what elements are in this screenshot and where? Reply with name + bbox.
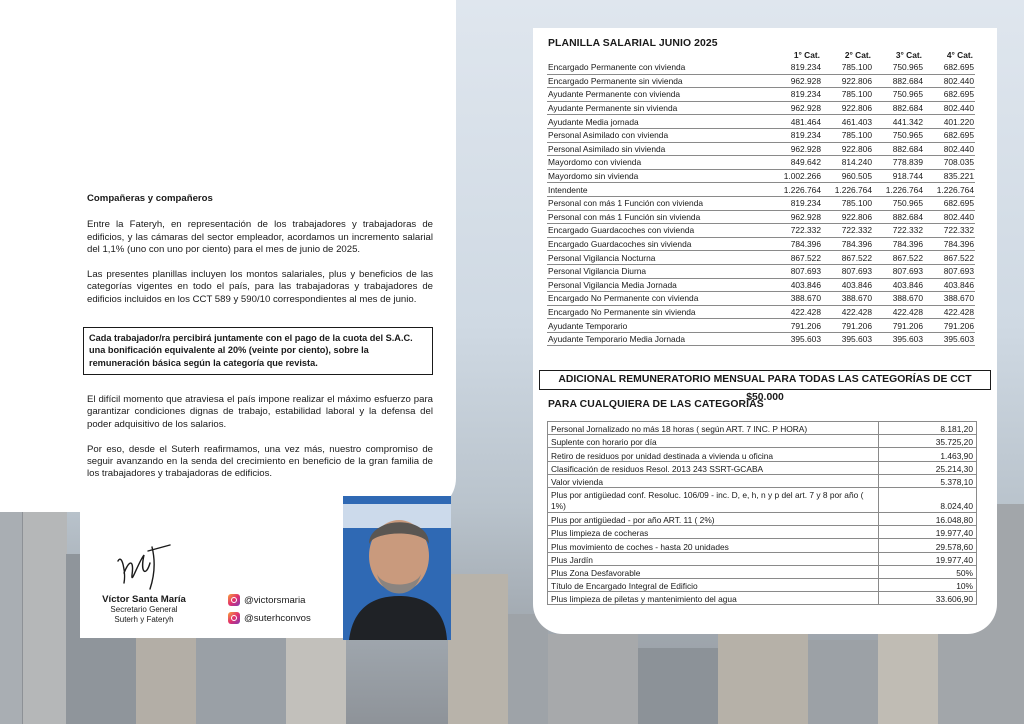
additional-table-title: PARA CUALQUIERA DE LAS CATEGORÍAS (548, 399, 764, 410)
row-value-cat-2: 922.806 (822, 74, 873, 88)
row-value-cat-3: 750.965 (873, 61, 924, 74)
row-value-cat-2: 461.403 (822, 115, 873, 129)
table-row (548, 448, 977, 461)
additional-value: 50% (879, 565, 977, 578)
row-value-cat-1: 962.928 (771, 74, 822, 88)
building (508, 614, 548, 724)
letter-paragraph: Las presentes planillas incluyen los montos salariales, plus y beneficios de las categorías vigentes en todo el país, para las trabajadoras y trabajadores de edificios incluidos en los CCT 589 y 590/10 correspondientes al mes de junio. (87, 269, 433, 305)
row-label: Ayudante Temporario (547, 319, 771, 333)
row-value-cat-4: 802.440 (924, 74, 975, 88)
table-row (547, 156, 975, 170)
additional-value: 35.725,20 (879, 435, 977, 448)
row-value-cat-1: 867.522 (771, 251, 822, 265)
table-row (547, 74, 975, 88)
letter-greeting: Compañeras y compañeros (87, 193, 213, 204)
signer-role: Secretario General (110, 605, 178, 614)
row-value-cat-4: 403.846 (924, 278, 975, 292)
row-value-cat-3: 722.332 (873, 224, 924, 238)
row-value-cat-3: 441.342 (873, 115, 924, 129)
row-value-cat-4: 802.440 (924, 101, 975, 115)
table-row (547, 332, 975, 346)
instagram-handle-suterh[interactable] (228, 612, 311, 624)
row-value-cat-4: 401.220 (924, 115, 975, 129)
row-value-cat-4: 682.695 (924, 61, 975, 74)
row-label: Mayordomo sin vivienda (547, 169, 771, 183)
salary-table (547, 48, 975, 346)
table-row (548, 487, 977, 512)
row-value-cat-2: 1.226.764 (822, 183, 873, 197)
table-row (547, 61, 975, 74)
row-value-cat-3: 395.603 (873, 332, 924, 346)
instagram-icon (228, 612, 240, 624)
row-value-cat-4: 722.332 (924, 224, 975, 238)
row-value-cat-3: 750.965 (873, 88, 924, 102)
table-row (547, 169, 975, 183)
row-value-cat-1: 388.670 (771, 292, 822, 306)
row-value-cat-3: 882.684 (873, 101, 924, 115)
row-value-cat-1: 819.234 (771, 88, 822, 102)
row-value-cat-3: 750.965 (873, 196, 924, 210)
row-value-cat-1: 422.428 (771, 305, 822, 319)
row-value-cat-2: 785.100 (822, 88, 873, 102)
additional-value: 10% (879, 578, 977, 591)
row-value-cat-4: 708.035 (924, 156, 975, 170)
handle-text: @victorsmaria (244, 594, 306, 606)
row-value-cat-2: 785.100 (822, 196, 873, 210)
building (718, 628, 808, 724)
additional-banner: ADICIONAL REMUNERATORIO MENSUAL PARA TODAS LAS CATEGORÍAS DE CCT $50.000 (539, 370, 991, 390)
row-label: Encargado No Permanente con vivienda (547, 292, 771, 306)
row-value-cat-4: 395.603 (924, 332, 975, 346)
row-value-cat-3: 1.226.764 (873, 183, 924, 197)
row-value-cat-4: 784.396 (924, 237, 975, 251)
additional-value: 25.214,30 (879, 461, 977, 474)
building (638, 648, 718, 724)
row-label: Ayudante Permanente con vivienda (547, 88, 771, 102)
table-row (547, 264, 975, 278)
row-value-cat-1: 819.234 (771, 128, 822, 142)
additional-table (547, 421, 977, 605)
row-value-cat-1: 962.928 (771, 210, 822, 224)
row-value-cat-4: 388.670 (924, 292, 975, 306)
additional-value: 19.977,40 (879, 552, 977, 565)
row-value-cat-2: 791.206 (822, 319, 873, 333)
additional-label: Plus limpieza de piletas y mantenimiento del agua (548, 592, 879, 605)
additional-label: Clasificación de residuos Resol. 2013 243 SSRT-GCABA (548, 461, 879, 474)
instagram-handle-victor[interactable] (228, 594, 305, 606)
signer-name: Víctor Santa María (102, 594, 186, 605)
row-value-cat-4: 682.695 (924, 88, 975, 102)
table-row (547, 319, 975, 333)
additional-label: Plus por antigüedad - por año ART. 11 ( 2%) (548, 512, 879, 525)
table-row (548, 526, 977, 539)
row-label: Personal Asimilado sin vivienda (547, 142, 771, 156)
table-row (547, 278, 975, 292)
additional-value: 5.378,10 (879, 474, 977, 487)
table-row (548, 565, 977, 578)
table-row (547, 196, 975, 210)
row-value-cat-3: 403.846 (873, 278, 924, 292)
additional-value: 33.606,90 (879, 592, 977, 605)
row-value-cat-1: 403.846 (771, 278, 822, 292)
row-value-cat-2: 785.100 (822, 128, 873, 142)
row-value-cat-2: 814.240 (822, 156, 873, 170)
additional-label: Retiro de residuos por unidad destinada a vivienda u oficina (548, 448, 879, 461)
table-row (548, 512, 977, 525)
letter-body (87, 193, 433, 319)
table-row (547, 237, 975, 251)
signer-organization: Suterh y Fateryh (114, 615, 174, 624)
letter-paragraph: El difícil momento que atraviesa el país impone realizar el máximo esfuerzo para garantizar condiciones dignas de trabajo, estabilidad laboral y la defensa del poder adquisitivo de los salarios. (87, 394, 433, 430)
additional-label: Plus movimiento de coches - hasta 20 unidades (548, 539, 879, 552)
row-value-cat-1: 1.226.764 (771, 183, 822, 197)
additional-label: Valor vivienda (548, 474, 879, 487)
row-label: Personal Vigilancia Media Jornada (547, 278, 771, 292)
row-value-cat-4: 422.428 (924, 305, 975, 319)
table-row (547, 224, 975, 238)
row-value-cat-1: 481.464 (771, 115, 822, 129)
portrait-photo (343, 496, 451, 640)
portrait-illustration (343, 496, 451, 640)
row-label: Ayudante Media jornada (547, 115, 771, 129)
row-value-cat-4: 791.206 (924, 319, 975, 333)
building (286, 629, 346, 724)
row-value-cat-3: 807.693 (873, 264, 924, 278)
additional-value: 8.181,20 (879, 422, 977, 435)
row-label: Encargado Permanente sin vivienda (547, 74, 771, 88)
row-value-cat-4: 867.522 (924, 251, 975, 265)
letter-paragraph: Entre la Fateryh, en representación de los trabajadores y trabajadoras de edificios, y las cámaras del sector empleador, acordamos un incremento salarial del 1,1% (uno con uno por ciento) para el mes de junio de 2025. (87, 219, 433, 256)
row-value-cat-2: 395.603 (822, 332, 873, 346)
row-value-cat-3: 882.684 (873, 210, 924, 224)
row-value-cat-4: 802.440 (924, 142, 975, 156)
row-value-cat-4: 807.693 (924, 264, 975, 278)
row-value-cat-3: 388.670 (873, 292, 924, 306)
table-row (548, 422, 977, 435)
row-value-cat-2: 422.428 (822, 305, 873, 319)
additional-value: 8.024,40 (879, 487, 977, 512)
handwritten-signature (110, 533, 180, 593)
additional-value: 16.048,80 (879, 512, 977, 525)
row-value-cat-2: 784.396 (822, 237, 873, 251)
additional-label: Suplente con horario por día (548, 435, 879, 448)
row-label: Personal con más 1 Función con vivienda (547, 196, 771, 210)
row-label: Encargado No Permanente sin vivienda (547, 305, 771, 319)
handle-text: @suterhconvos (244, 612, 311, 624)
row-value-cat-4: 682.695 (924, 196, 975, 210)
row-value-cat-3: 867.522 (873, 251, 924, 265)
row-value-cat-3: 422.428 (873, 305, 924, 319)
row-value-cat-1: 791.206 (771, 319, 822, 333)
row-label: Intendente (547, 183, 771, 197)
building (548, 634, 638, 724)
row-value-cat-4: 682.695 (924, 128, 975, 142)
additional-label: Plus limpieza de cocheras (548, 526, 879, 539)
row-value-cat-3: 918.744 (873, 169, 924, 183)
table-row (547, 251, 975, 265)
row-value-cat-1: 962.928 (771, 101, 822, 115)
additional-label: Plus Jardín (548, 552, 879, 565)
additional-label: Título de Encargado Integral de Edificio (548, 578, 879, 591)
row-label: Mayordomo con vivienda (547, 156, 771, 170)
additional-value: 1.463,90 (879, 448, 977, 461)
row-value-cat-1: 849.642 (771, 156, 822, 170)
row-value-cat-3: 750.965 (873, 128, 924, 142)
salary-table-header (547, 48, 975, 61)
row-value-cat-1: 819.234 (771, 196, 822, 210)
additional-label: Plus Zona Desfavorable (548, 565, 879, 578)
row-value-cat-3: 882.684 (873, 142, 924, 156)
row-value-cat-1: 722.332 (771, 224, 822, 238)
instagram-icon (228, 594, 240, 606)
row-value-cat-1: 962.928 (771, 142, 822, 156)
row-value-cat-3: 791.206 (873, 319, 924, 333)
header-cat-2: 2° Cat. (844, 49, 871, 60)
table-row (547, 128, 975, 142)
table-row (548, 461, 977, 474)
row-value-cat-2: 403.846 (822, 278, 873, 292)
table-row (547, 101, 975, 115)
row-label: Encargado Permanente con vivienda (547, 61, 771, 74)
row-value-cat-1: 395.603 (771, 332, 822, 346)
table-row (547, 305, 975, 319)
row-value-cat-2: 922.806 (822, 210, 873, 224)
row-value-cat-2: 922.806 (822, 142, 873, 156)
additional-label: Personal Jornalizado no más 18 horas ( según ART. 7 INC. P HORA) (548, 422, 879, 435)
table-row (548, 474, 977, 487)
table-row (547, 210, 975, 224)
row-label: Ayudante Permanente sin vivienda (547, 101, 771, 115)
row-value-cat-2: 922.806 (822, 101, 873, 115)
table-row (547, 115, 975, 129)
table-row (547, 88, 975, 102)
row-value-cat-2: 867.522 (822, 251, 873, 265)
salary-table-title: PLANILLA SALARIAL JUNIO 2025 (548, 38, 718, 49)
row-label: Personal Asimilado con vivienda (547, 128, 771, 142)
row-label: Encargado Guardacoches sin vivienda (547, 237, 771, 251)
row-value-cat-3: 882.684 (873, 74, 924, 88)
row-value-cat-3: 778.839 (873, 156, 924, 170)
table-row (548, 578, 977, 591)
table-row (547, 183, 975, 197)
additional-value: 29.578,60 (879, 539, 977, 552)
row-label: Personal Vigilancia Nocturna (547, 251, 771, 265)
row-value-cat-4: 1.226.764 (924, 183, 975, 197)
row-value-cat-4: 835.221 (924, 169, 975, 183)
row-label: Encargado Guardacoches con vivienda (547, 224, 771, 238)
row-value-cat-1: 819.234 (771, 61, 822, 74)
row-label: Ayudante Temporario Media Jornada (547, 332, 771, 346)
signer-block (84, 594, 204, 625)
table-row (548, 539, 977, 552)
header-cat-3: 3° Cat. (895, 49, 922, 60)
table-row (548, 552, 977, 565)
bonus-notice: Cada trabajador/ra percibirá juntamente con el pago de la cuota del S.A.C. una bonificación equivalente al 20% (veinte por ciento), sobre la remuneración básica según la categoría que revista. (83, 327, 433, 375)
row-value-cat-2: 388.670 (822, 292, 873, 306)
table-row (548, 592, 977, 605)
row-label: Personal Vigilancia Diurna (547, 264, 771, 278)
table-row (547, 142, 975, 156)
row-label: Personal con más 1 Función sin vivienda (547, 210, 771, 224)
header-cat-1: 1° Cat. (793, 49, 820, 60)
row-value-cat-2: 722.332 (822, 224, 873, 238)
row-value-cat-4: 802.440 (924, 210, 975, 224)
additional-value: 19.977,40 (879, 526, 977, 539)
header-cat-4: 4° Cat. (946, 49, 973, 60)
row-value-cat-1: 784.396 (771, 237, 822, 251)
row-value-cat-2: 807.693 (822, 264, 873, 278)
row-value-cat-2: 785.100 (822, 61, 873, 74)
additional-label: Plus por antigüedad conf. Resoluc. 106/09 - inc. D, e, h, n y p del art. 7 y 8 por año ( 1%) (548, 487, 879, 512)
building (22, 488, 67, 724)
letter-paragraph: Por eso, desde el Suterh reafirmamos, una vez más, nuestro compromiso de seguir avanzando en la senda del crecimiento en beneficio de la gran familia de los trabajadores y trabajadoras de edificios. (87, 443, 433, 480)
table-row (548, 435, 977, 448)
table-row (547, 292, 975, 306)
row-value-cat-2: 960.505 (822, 169, 873, 183)
building (808, 640, 878, 724)
row-value-cat-3: 784.396 (873, 237, 924, 251)
letter-body-continued (87, 394, 433, 493)
row-value-cat-1: 1.002.266 (771, 169, 822, 183)
building (448, 574, 508, 724)
row-value-cat-1: 807.693 (771, 264, 822, 278)
header-label-cell (547, 48, 771, 61)
